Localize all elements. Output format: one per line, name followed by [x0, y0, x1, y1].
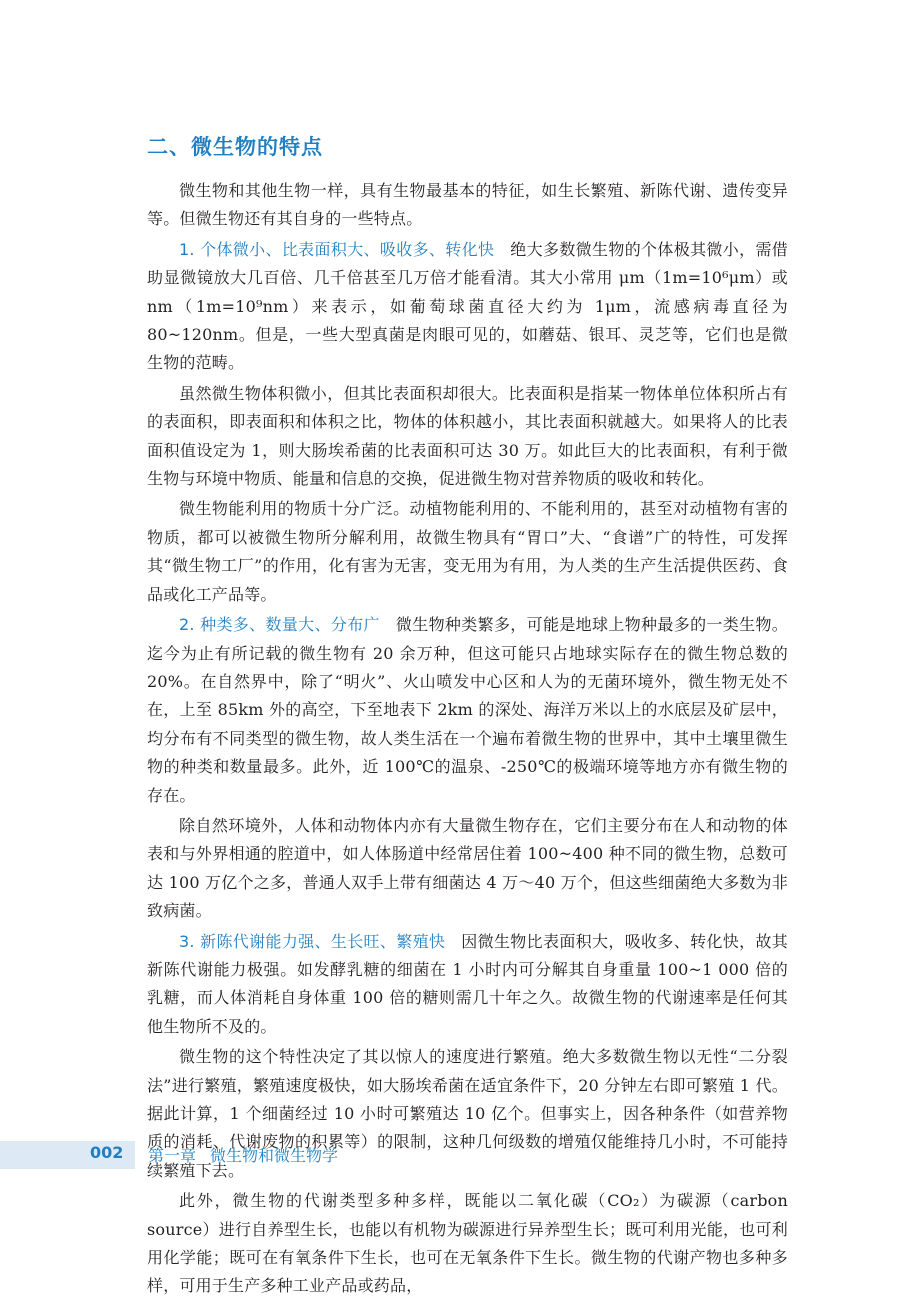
paragraph-text: 除自然环境外，人体和动物体内亦有大量微生物存在，它们主要分布在人和动物的体表和与外界相通的腔道中，如人体肠道中经常居住着 100~400 种不同的微生物，总数可达 100 万亿个之多，普通人双手上带有细菌达 4 万～40 万个，但这些细菌绝大多数为非致病菌。 [147, 815, 788, 921]
paragraph [147, 495, 788, 609]
paragraph-text: 微生物和其他生物一样，具有生物最基本的特征，如生长繁殖、新陈代谢、遗传变异等。但微生物还有其自身的一些特点。 [147, 181, 788, 229]
paragraph-text: 此外，微生物的代谢类型多种多样，既能以二氧化碳（CO₂）为碳源（carbon source）进行自养型生长，也能以有机物为碳源进行异养型生长；既可利用光能，也可利用化学能；既可在有氧条件下生长，也可在无氧条件下生长。微生物的代谢产物也多种多样，可用于生产多种工业产品或药品， [147, 1191, 788, 1296]
chapter-label: 第一章 [148, 1146, 197, 1165]
paragraph-text: 虽然微生物体积微小，但其比表面积却很大。比表面积是指某一物体单位体积所占有的表面积，即表面积和体积之比，物体的体积越小，其比表面积就越大。如果将人的比表面积值设定为 1，则大肠埃希菌的比表面积可达 30 万。如此巨大的比表面积，有利于微生物与环境中物质、能量和信息的交换，促进微生物对营养物质的吸收和转化。 [147, 383, 788, 489]
paragraph-text: 绝大多数微生物的个体极其微小，需借助显微镜放大几百倍、几千倍甚至几万倍才能看清。其大小常用 μm（1m=10⁶μm）或 nm（1m=10⁹nm）来表示，如葡萄球菌直径大约为 1μm，流感病毒直径为 80~120nm。但是，一些大型真菌是肉眼可见的，如蘑菇、银耳、灵芝等，它们也是微生物的范畴。 [147, 239, 788, 373]
subsection-heading: 3. 新陈代谢能力强、生长旺、繁殖快 [179, 931, 446, 951]
paragraph [147, 177, 788, 234]
paragraph-text: 因微生物比表面积大，吸收多、转化快，故其新陈代谢能力极强。如发酵乳糖的细菌在 1 小时内可分解其自身重量 100~1 000 倍的乳糖，而人体消耗自身体重 100 倍的糖则需几十年之久。故微生物的代谢速率是任何其他生物所不及的。 [147, 931, 788, 1036]
paragraph-text: 微生物能利用的物质十分广泛。动植物能利用的、不能利用的，甚至对动植物有害的物质，都可以被微生物所分解利用，故微生物具有“胃口”大、“食谱”广的特性，可发挥其“微生物工厂”的作用，化有害为无害，变无用为有用，为人类的生产生活提供医药、食品或化工产品等。 [147, 499, 788, 604]
body-text [147, 177, 788, 1301]
paragraph [147, 236, 788, 378]
chapter-title: 微生物和微生物学 [210, 1146, 339, 1165]
subsection-heading: 1. 个体微小、比表面积大、吸收多、转化快 [179, 239, 495, 259]
paragraph [147, 611, 788, 810]
paragraph [147, 928, 788, 1042]
paragraph-text: 微生物种类繁多，可能是地球上物种最多的一类生物。迄今为止有所记载的微生物有 20 余万种，但这可能只占地球实际存在的微生物总数的 20%。在自然界中，除了“明火”、火山喷发中心区和人为的无菌环境外，微生物无处不在，上至 85km 外的高空，下至地表下 2km 的深处、海洋万米以上的水底层及矿层中，均分布有不同类型的微生物，故人类生活在一个遍布着微生物的世界中，其中土壤里微生物的种类和数量最多。此外，近 100℃的温泉、-250℃的极端环境等地方亦有微生物的存在。 [147, 615, 788, 805]
paragraph [147, 812, 788, 926]
paragraph [147, 380, 788, 494]
section-title: 二、微生物的特点 [147, 135, 323, 159]
page-number: 002 [90, 1143, 124, 1162]
running-footer [148, 1143, 338, 1166]
paragraph [147, 1187, 788, 1301]
paragraph-text: 微生物的这个特性决定了其以惊人的速度进行繁殖。绝大多数微生物以无性“二分裂法”进行繁殖，繁殖速度极快，如大肠埃希菌在适宜条件下，20 分钟左右即可繁殖 1 代。据此计算，1 个细菌经过 10 小时可繁殖达 10 亿个。但事实上，因各种条件（如营养物质的消耗、代谢废物的积累等）的限制，这种几何级数的增殖仅能维持几小时，不可能持续繁殖下去。 [147, 1047, 788, 1180]
subsection-heading: 2. 种类多、数量大、分布广 [179, 615, 380, 635]
